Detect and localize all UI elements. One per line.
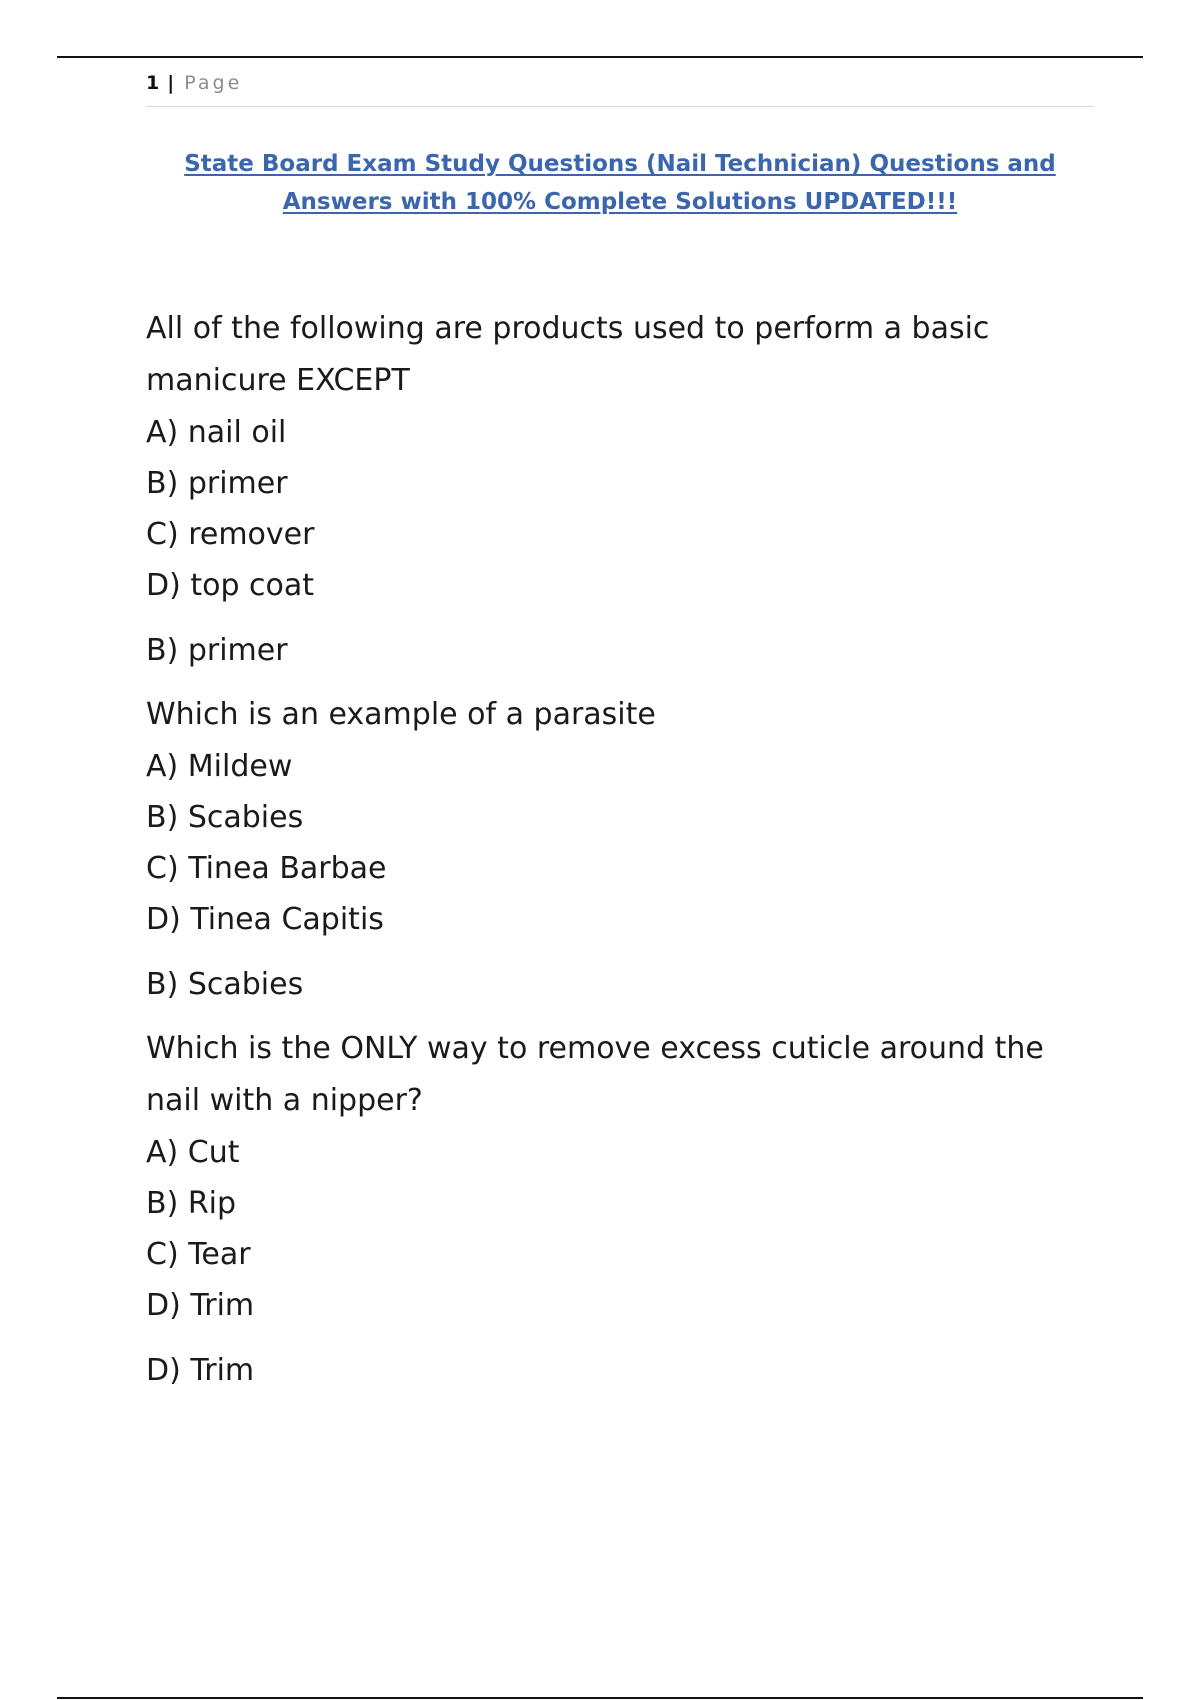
document-title: State Board Exam Study Questions (Nail Technician) Questions and Answers with 100% Complete Solutions UPDATED!!! [184,151,1056,215]
answer-option: B) primer [146,466,288,501]
question-text: All of the following are products used to perform a basic manicure EXCEPT [146,311,990,398]
answer-option: B) Scabies [146,800,304,835]
page-header [146,72,1094,107]
answer-option: A) Cut [146,1135,240,1170]
page-label: Page [184,72,243,94]
answer-option: C) Tear [146,1237,251,1272]
answer-option: C) Tinea Barbae [146,851,387,886]
question-list [146,303,1106,1409]
question-block [146,689,1106,1011]
question-block [146,1023,1106,1397]
correct-answer: B) primer [146,633,288,668]
page-number: 1 [146,72,160,94]
answer-option: D) top coat [146,568,315,603]
answer-option: D) Tinea Capitis [146,902,384,937]
top-rule [57,56,1143,58]
answer-option: C) remover [146,517,315,552]
answer-option: A) nail oil [146,415,287,450]
page-separator: | [167,72,175,94]
question-block [146,303,1106,677]
answer-option: A) Mildew [146,749,293,784]
answer-option: D) Trim [146,1288,255,1323]
answer-option: B) Rip [146,1186,237,1221]
bottom-rule [57,1697,1143,1699]
correct-answer: D) Trim [146,1353,255,1388]
correct-answer: B) Scabies [146,967,304,1002]
question-text: Which is the ONLY way to remove excess cuticle around the nail with a nipper? [146,1031,1044,1118]
question-text: Which is an example of a parasite [146,697,656,732]
